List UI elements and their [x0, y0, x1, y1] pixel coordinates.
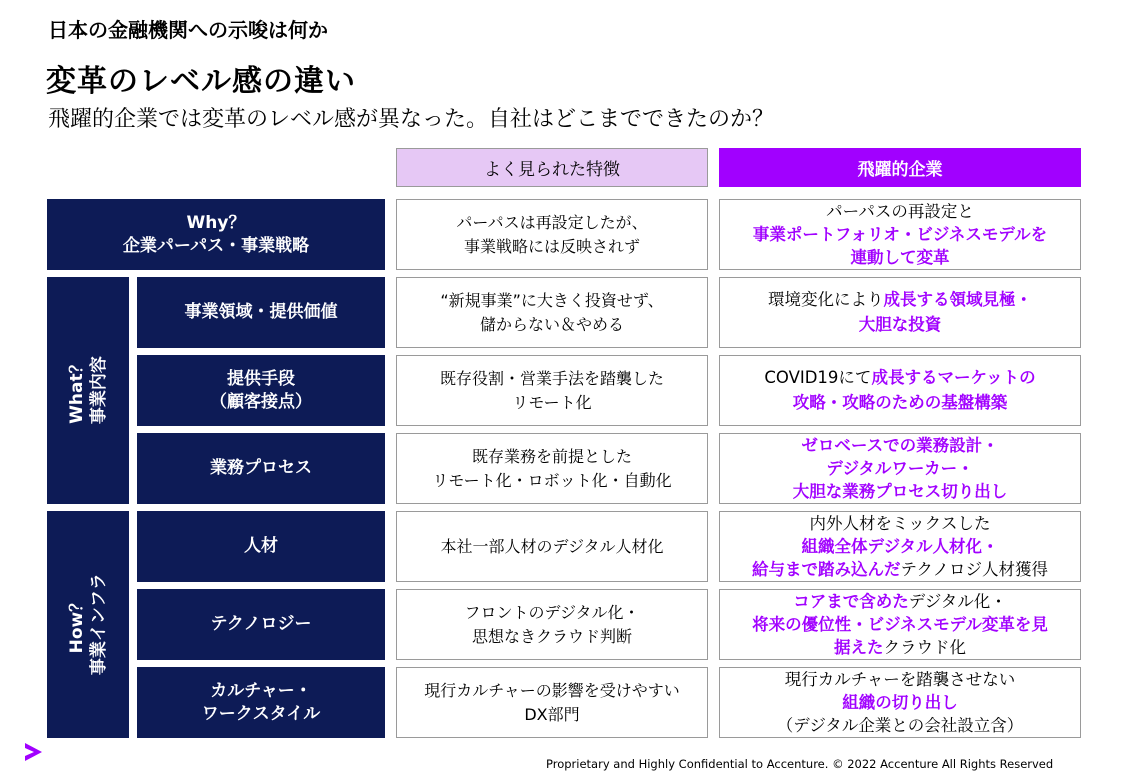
cell-line: [826, 457, 973, 480]
cell-line: [753, 223, 1047, 246]
group-label-line: How？: [66, 595, 87, 654]
highlight-text: ゼロベースでの業務設計・: [801, 435, 999, 455]
row-header-line: ワークスタイル: [201, 703, 321, 724]
leap-cell-talent: [719, 511, 1081, 582]
page-subtitle: 飛躍的企業では変革のレベル感が異なった。自社はどこまでできたのか？: [48, 107, 775, 132]
row-header-line: テクノロジー: [210, 614, 312, 635]
plain-text: テクノロジ人材獲得: [900, 560, 1048, 580]
cell-line: [793, 480, 1008, 503]
page-title: 変革のレベル感の違い: [46, 64, 356, 99]
highlight-text: 組織の切り出し: [842, 692, 958, 712]
cell-line: リモート化: [512, 392, 592, 412]
highlight-text: 給与まで踏み込んだ: [751, 560, 901, 580]
highlight-text: 連動して変革: [850, 248, 950, 268]
accenture-chevron-icon: [22, 740, 46, 764]
highlight-text: 事業ポートフォリオ・ビジネスモデルを: [752, 224, 1048, 244]
cell-line: [801, 535, 998, 558]
plain-text: （デジタル企業との会社設立含）: [776, 716, 1024, 736]
cell-line: [793, 590, 1007, 613]
cell-line: パーパスは再設定したが、: [456, 212, 648, 232]
plain-text: デジタル化・: [908, 591, 1007, 611]
common-cell-business-domain: [396, 277, 708, 348]
cell-line: [809, 512, 990, 535]
plain-text: パーパスの再設定と: [826, 201, 974, 221]
cell-line: [801, 434, 998, 457]
cell-line: [859, 313, 942, 338]
cell-line: 既存業務を前提とした: [471, 446, 632, 466]
highlight-text: デジタルワーカー・: [826, 458, 974, 478]
cell-line: DX部門: [524, 704, 580, 724]
group-sidebar-what: [47, 277, 129, 504]
plain-text: クラウド化: [883, 638, 966, 658]
highlight-text: 将来の優位性・ビジネスモデル変革を見: [752, 614, 1048, 634]
footer-copyright: Proprietary and Highly Confidential to Accenture. © 2022 Accenture All Rights Reserved: [546, 757, 1054, 771]
cell-line: フロントのデジタル化・: [464, 602, 640, 622]
highlight-text: 大胆な投資: [858, 314, 942, 334]
group-label-line: 事業内容: [89, 356, 109, 425]
cell-line: [842, 691, 958, 714]
cell-line: [752, 558, 1048, 581]
leap-cell-process: [719, 433, 1081, 504]
common-cell-process: [396, 433, 708, 504]
highlight-text: コアまで含めた: [793, 591, 909, 611]
row-header-talent: [137, 511, 385, 582]
highlight-text: 成長するマーケットの: [871, 367, 1036, 387]
cell-line: [851, 246, 950, 269]
row-header-line: 事業領域・提供価値: [184, 302, 338, 323]
row-header-technology: [137, 589, 385, 660]
row-header-business-domain: [137, 277, 385, 348]
group-label-line: What？: [66, 356, 87, 425]
cell-line: 儲からない＆やめる: [479, 314, 624, 334]
leap-cell-business-domain: [719, 277, 1081, 348]
cell-line: [764, 366, 1035, 391]
common-cell-channel: [396, 355, 708, 426]
common-cell-technology: [396, 589, 708, 660]
cell-line: 既存役割・営業手法を踏襲した: [439, 368, 664, 388]
plain-text: 環境変化により: [768, 289, 884, 309]
row-header-channel: [137, 355, 385, 426]
leap-cell-culture: [719, 667, 1081, 738]
plain-text: 現行カルチャーを踏襲させない: [784, 669, 1016, 689]
row-header-line: （顧客接点）: [210, 391, 312, 412]
common-cell-why: [396, 199, 708, 270]
column-header-leap: 飛躍的企業: [719, 148, 1081, 187]
cell-line: 現行カルチャーの影響を受けやすい: [424, 680, 680, 700]
page-supertitle: 日本の金融機関への示唆は何か: [48, 18, 328, 42]
cell-line: [793, 391, 1008, 416]
plain-text: 内外人材をミックスした: [809, 513, 991, 533]
plain-text: COVID19にて: [764, 367, 872, 387]
cell-line: [777, 714, 1024, 737]
highlight-text: 据えた: [834, 638, 884, 658]
cell-line: リモート化・ロボット化・自動化: [432, 470, 672, 490]
highlight-text: 攻略・攻略のための基盤構築: [792, 392, 1008, 412]
cell-line: 思想なきクラウド判断: [471, 626, 632, 646]
cell-line: [826, 200, 974, 223]
column-header-common: よく見られた特徴: [396, 148, 708, 187]
cell-line: [768, 288, 1032, 313]
cell-line: [834, 636, 966, 659]
row-header-line: 提供手段: [227, 368, 295, 389]
highlight-text: 大胆な業務プロセス切り出し: [792, 482, 1008, 502]
cell-line: 事業戦略には反映されず: [463, 236, 640, 256]
row-header-line: 業務プロセス: [210, 458, 312, 479]
leap-cell-technology: [719, 589, 1081, 660]
group-sidebar-how: [47, 511, 129, 738]
row-header-process: [137, 433, 385, 504]
cell-line: 本社一部人材のデジタル人材化: [440, 536, 664, 556]
row-header-line: カルチャー・: [210, 680, 312, 701]
leap-cell-channel: [719, 355, 1081, 426]
cell-line: [752, 613, 1048, 636]
row-header-why: [47, 199, 385, 270]
group-label-line: 事業インフラ: [89, 573, 109, 676]
highlight-text: 組織全体デジタル人材化・: [801, 536, 999, 556]
common-cell-culture: [396, 667, 708, 738]
row-header-line: 企業パーパス・事業戦略: [122, 235, 310, 256]
leap-cell-why: [719, 199, 1081, 270]
row-header-line: 人材: [244, 536, 278, 557]
common-cell-talent: [396, 511, 708, 582]
row-header-line: Why？: [186, 212, 246, 233]
cell-line: “新規事業”に大きく投資せず、: [440, 290, 664, 310]
highlight-text: 成長する領域見極・: [883, 289, 1032, 309]
row-header-culture: [137, 667, 385, 738]
cell-line: [785, 668, 1016, 691]
